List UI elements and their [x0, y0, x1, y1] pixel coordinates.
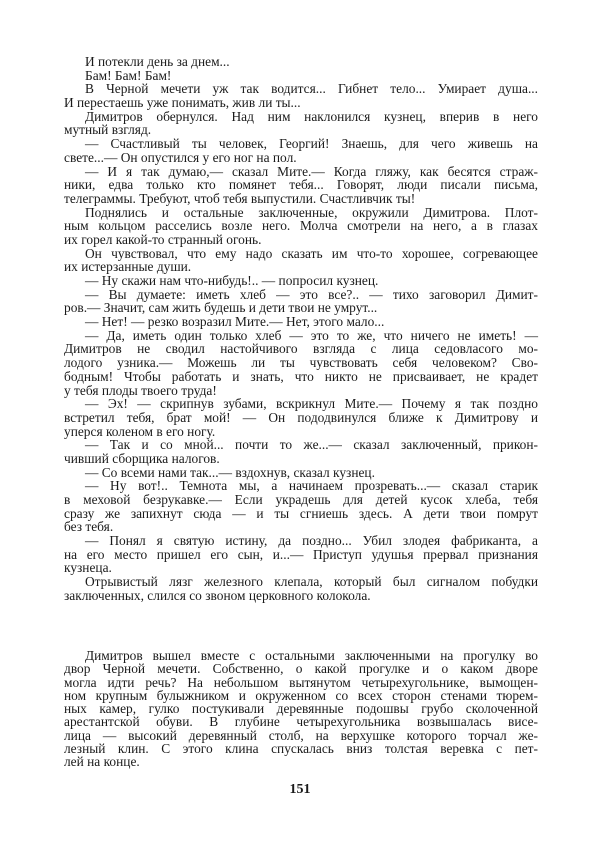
text-line: И перестаешь уже понимать, жив ли ты...	[64, 95, 301, 111]
paragraph	[64, 274, 538, 288]
paragraph	[64, 397, 538, 438]
paragraph	[64, 82, 538, 109]
paragraph	[64, 165, 538, 206]
text-line: ники, едва только кто помянет тебя... Говорят, люди писали письма,	[64, 177, 538, 193]
text-section-1	[64, 55, 538, 603]
text-line: Отрывистый лязг железного клепала, который был сигналом побудки	[85, 574, 538, 590]
paragraph	[64, 438, 538, 465]
text-line: — Ну скажи нам что-нибудь!.. — попросил кузнец.	[85, 273, 379, 288]
paragraph	[64, 649, 538, 769]
text-line: — Ну вот!.. Темнота мы, а начинаем прозревать...— сказал старик	[85, 478, 538, 494]
text-line: бодным! Чтобы работать и знать, что никто не присваивает, не крадет	[64, 368, 538, 384]
paragraph	[64, 55, 538, 69]
text-line: их горел какой-то странный огонь.	[64, 231, 262, 247]
paragraph	[64, 247, 538, 274]
text-line: в меховой безрукавке.— Если украдешь для детей кусок хлеба, тебя	[64, 492, 538, 507]
text-line: лица — высокий деревянный столб, на верхушке которого торчал же-	[64, 727, 538, 743]
text-line: — Со всеми нами так...— вздохнув, сказал кузнец.	[85, 464, 375, 480]
text-line: Он чувствовал, что ему надо сказать им что-то хорошее, согревающее	[85, 245, 538, 261]
paragraph	[64, 288, 538, 315]
text-line: без тебя.	[64, 519, 114, 535]
text-section-2	[64, 649, 538, 769]
text-line: Димитров не сводил настойчивого взгляда с лица седовласого мо-	[64, 341, 538, 357]
text-line: — Счастливый ты человек, Георгий! Знаешь, для чего живешь на	[85, 136, 538, 152]
text-line: ров.— Значит, сам жить будешь и дети твои не умрут...	[64, 300, 378, 316]
text-line: В Черной мечети уж так водится... Гибнет тело... Умирает душа...	[85, 81, 538, 97]
text-line: свете...— Он опустился у его ног на пол.	[64, 149, 297, 165]
text-line: И потекли день за днем...	[85, 54, 230, 69]
paragraph	[64, 206, 538, 247]
text-line: кузнеца.	[64, 560, 112, 576]
text-line: Бам! Бам! Бам!	[85, 67, 172, 83]
paragraph	[64, 534, 538, 575]
text-line: мутный взгляд.	[64, 122, 152, 138]
text-line: уперся коленом в его ногу.	[64, 423, 216, 439]
page-number: 151	[289, 782, 311, 797]
text-line: ном крупным булыжником и окруженном со всех сторон стенами тюрем-	[64, 687, 538, 703]
text-line: — Эх! — скрипнув зубами, вскрикнул Мите.— Почему я так поздно	[85, 396, 538, 412]
text-line: — И я так думаю,— сказал Мите.— Когда гляжу, как бесятся страж-	[85, 163, 538, 179]
text-line: — Да, иметь один только хлеб — это то же, что ничего не иметь! —	[85, 327, 538, 343]
text-line: встретил тебя, брат мой! — Он пододвинулся ближе к Димитрову и	[64, 409, 538, 425]
paragraph	[64, 137, 538, 164]
paragraph	[64, 69, 538, 83]
text-line: арестантской обуви. В глубине четырехугольника возвышалась висе-	[64, 714, 538, 730]
paragraph	[64, 466, 538, 480]
text-line: телеграммы. Требуют, чтоб тебя выпустили. Счастливчик ты!	[64, 190, 416, 206]
text-line: заключенных, слился со звоном церковного колокола.	[64, 587, 371, 603]
paragraph	[64, 575, 538, 602]
text-line: могла идти речь? На небольшом вытянутом четырехугольнике, вымощен-	[64, 674, 538, 690]
text-line: у тебя плоды твоего труда!	[64, 382, 217, 398]
text-line: сразу же запихнут сюда — и ты сгниешь здесь. А дети твои помрут	[64, 505, 538, 521]
text-line: ным кольцом расселись возле него. Молча смотрели на него, а в глазах	[64, 218, 538, 234]
text-line: лей на конце.	[64, 754, 140, 770]
paragraph	[64, 110, 538, 137]
text-line: Димитров вышел вместе с остальными заключенными на прогулку во	[85, 648, 538, 663]
text-line: ных камер, гулко постукивали деревянные подошвы грубо сколоченной	[64, 701, 538, 717]
text-line: — Вы думаете: иметь хлеб — это все?.. — тихо заговорил Димит-	[85, 286, 538, 302]
text-line: Димитров обернулся. Над ним наклонился кузнец, вперив в него	[85, 108, 538, 124]
text-line: чивший сборщика налогов.	[64, 450, 220, 466]
paragraph	[64, 479, 538, 534]
text-line: лодого узника.— Можешь ли ты чувствовать себя человеком? Сво-	[64, 355, 538, 371]
paragraph	[64, 315, 538, 329]
text-line: — Так и со мной... почти то же...— сказал заключенный, прикон-	[85, 437, 538, 453]
text-line: Поднялись и остальные заключенные, окружили Димитрова. Плот-	[85, 204, 538, 220]
text-line: на его место пришел его сын, и...— Приступ удушья прервал признания	[64, 546, 538, 562]
text-line: — Нет! — резко возразил Мите.— Нет, этого мало...	[85, 314, 385, 330]
paragraph	[64, 329, 538, 397]
text-line: двор Черной мечети. Собственно, о какой прогулке и о каком дворе	[64, 661, 538, 677]
text-line: лезный клин. С этого клина спускалась вниз толстая веревка с пет-	[64, 741, 538, 757]
text-line: — Понял я святую истину, да поздно... Убил злодея фабриканта, а	[85, 533, 538, 549]
text-line: их истерзанные души.	[64, 259, 192, 275]
